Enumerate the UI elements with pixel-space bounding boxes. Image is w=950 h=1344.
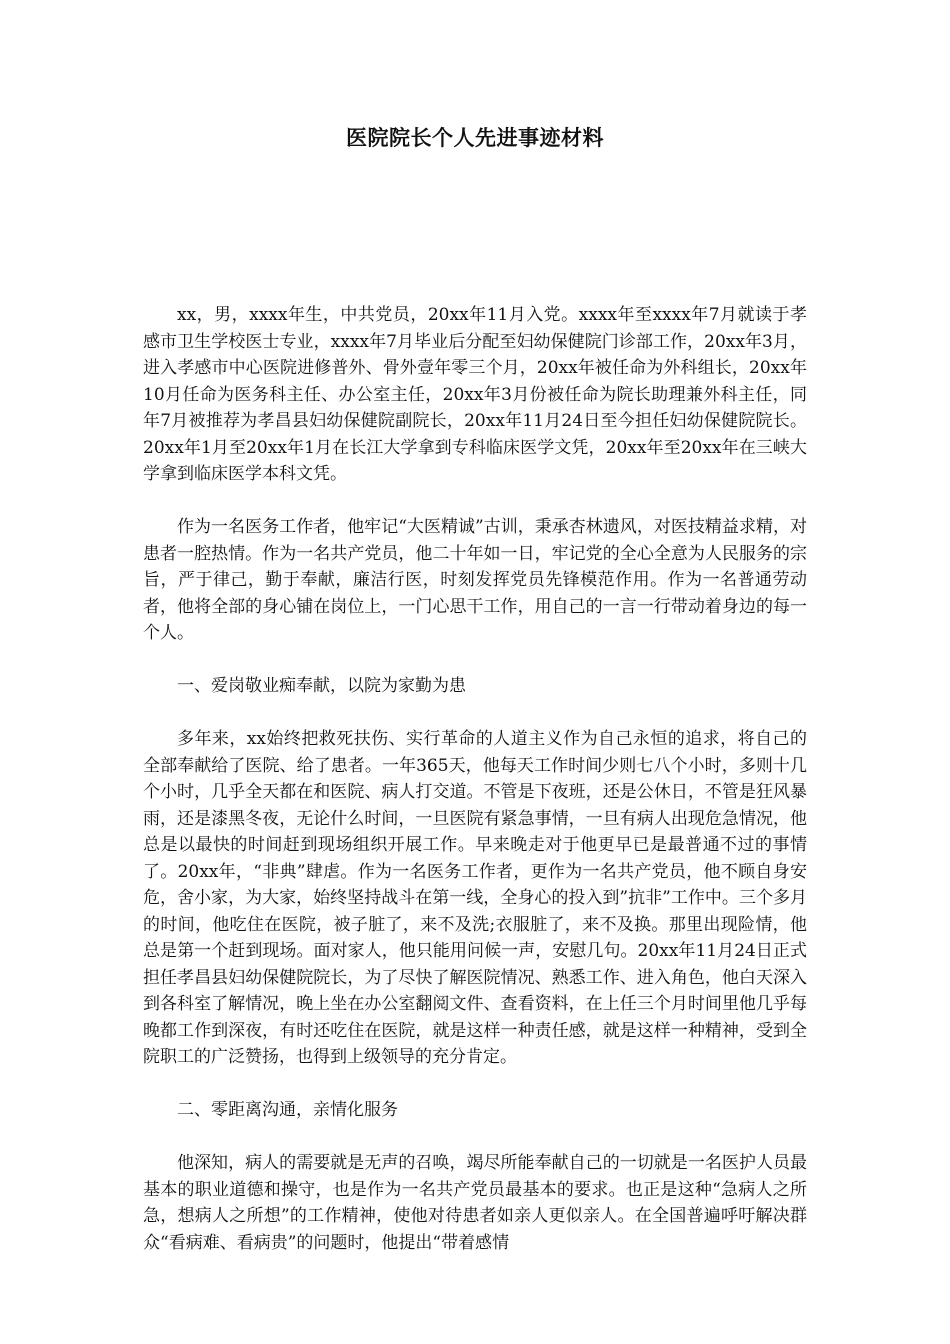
paragraph-spacer xyxy=(143,1071,807,1098)
paragraph-spacer xyxy=(143,700,807,727)
paragraph-service: 他深知，病人的需要就是无声的召唤，竭尽所能奉献自己的一切就是一名医护人员最基本的职业道德和操守，也是作为一名共产党员最基本的要求。也正是这种“急病人之所急，想病人之所想”的工作精神，使他对待患者如亲人更似亲人。在全国普遍呼吁解决群众“看病难、看病贵”的问题时，他提出“带着感情 xyxy=(143,1153,807,1253)
paragraph-spacer xyxy=(143,488,807,515)
document-body xyxy=(143,302,807,1256)
paragraph-dedication: 多年来，xx始终把救死扶伤、实行革命的人道主义作为自己永恒的追求，将自己的全部奉献给了医院、给了患者。一年365天，他每天工作时间少则七八个小时，多则十几个小时，几乎全天都在和医院、病人打交道。不管是下夜班，还是公休日，不管是狂风暴雨，还是漆黑冬夜，无论什么时间，一旦医院有紧急事情，一旦有病人出现危急情况，他总是以最快的时间赶到现场组织开展工作。早来晚走对于他更早已是最普通不过的事情了。20xx年，“非典”肆虐。作为一名医务工作者，更作为一名共产党员，他不顾自身安危，舍小家，为大家，始终坚持战斗在第一线，全身心的投入到”抗非”工作中。三个多月的时间，他吃住在医院，被子脏了，来不及洗;衣服脏了，来不及换。那里出现险情，他总是第一个赶到现场。面对家人，他只能用问候一声，安慰几句。20xx年11月24日正式担任孝昌县妇幼保健院院长，为了尽快了解医院情况、熟悉工作、进入角色，他白天深入到各科室了解情况，晚上坐在办公室翻阅文件、查看资料，在上任三个月时间里他几乎每晚都工作到深夜，有时还吃住在医院，就是这样一种责任感，就是这样一种精神，受到全院职工的广泛赞扬，也得到上级领导的充分肯定。 xyxy=(143,729,807,1067)
document-title: 医院院长个人先进事迹材料 xyxy=(346,125,604,150)
paragraph-spacer xyxy=(143,647,807,674)
section-heading-1: 一、爱岗敬业痴奉献，以院为家勤为患 xyxy=(177,676,466,696)
paragraph-biography: xx，男，xxxx年生，中共党员，20xx年11月入党。xxxx年至xxxx年7月就读于孝感市卫生学校医士专业，xxxx年7月毕业后分配至妇幼保健院门诊部工作，20xx年3月，进入孝感市中心医院进修普外、骨外壹年零三个月，20xx年被任命为外科组长，20xx年10月任命为医务科主任、办公室主任，20xx年3月份被任命为院长助理兼外科主任，同年7月被推荐为孝昌县妇幼保健院副院长，20xx年11月24日至今担任妇幼保健院院长。20xx年1月至20xx年1月在长江大学拿到专科临床医学文凭，20xx年至20xx年在三峡大学拿到临床医学本科文凭。 xyxy=(143,305,807,484)
section-heading-2: 二、零距离沟通，亲情化服务 xyxy=(177,1100,398,1120)
paragraph-character: 作为一名医务工作者，他牢记“大医精诚”古训，秉承杏林遗风，对医技精益求精，对患者一腔热情。作为一名共产党员，他二十年如一日，牢记党的全心全意为人民服务的宗旨，严于律己，勤于奉献，廉洁行医，时刻发挥党员先锋模范作用。作为一名普通劳动者，他将全部的身心铺在岗位上，一门心思干工作，用自己的一言一行带动着身边的每一个人。 xyxy=(143,517,807,643)
paragraph-spacer xyxy=(143,1124,807,1151)
